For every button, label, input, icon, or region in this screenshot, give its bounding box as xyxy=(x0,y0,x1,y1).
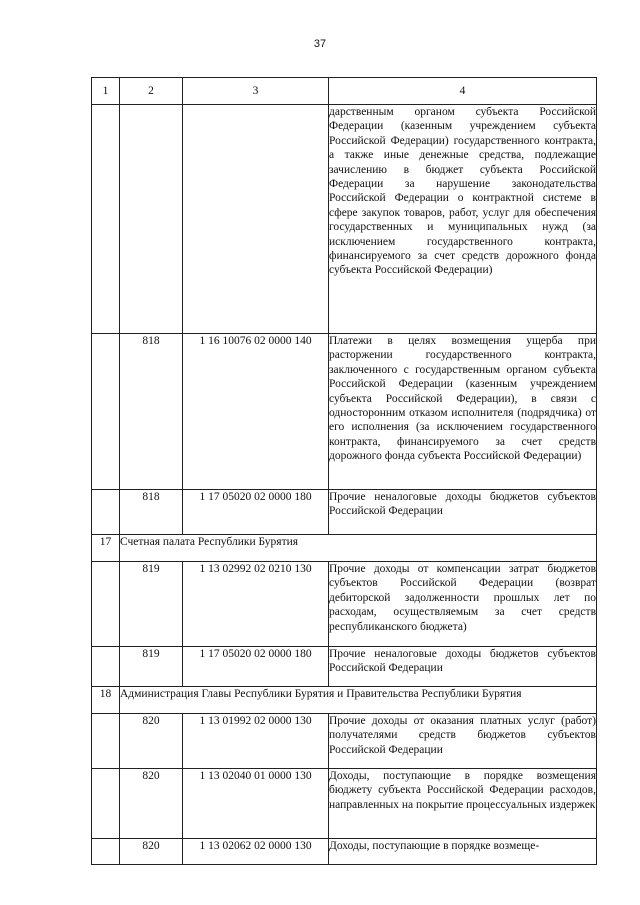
header-col-3: 3 xyxy=(183,78,329,105)
group-row xyxy=(92,687,597,714)
description-cell: Прочие неналоговые доходы бюджетов субъектов Российской Федерации xyxy=(329,490,597,535)
header-col-4: 4 xyxy=(329,78,597,105)
admin-code-cell: 820 xyxy=(120,714,183,769)
row-number-cell xyxy=(92,647,120,687)
table-row xyxy=(92,490,597,535)
table-row xyxy=(92,714,597,769)
description-cell: Прочие неналоговые доходы бюджетов субъектов Российской Федерации xyxy=(329,647,597,687)
table-row xyxy=(92,839,597,865)
row-number-cell xyxy=(92,839,120,865)
admin-code-cell: 818 xyxy=(120,490,183,535)
table-row xyxy=(92,334,597,490)
row-number-cell xyxy=(92,562,120,647)
table-row xyxy=(92,769,597,839)
row-number-cell xyxy=(92,714,120,769)
admin-code-cell: 820 xyxy=(120,769,183,839)
table-row xyxy=(92,647,597,687)
header-col-2: 2 xyxy=(120,78,183,105)
row-number-cell xyxy=(92,769,120,839)
group-title: Счетная палата Республики Бурятия xyxy=(120,535,597,562)
row-number-cell xyxy=(92,105,120,334)
description-cell: Платежи в целях возмещения ущерба при расторжении государственного контракта, заключенного с государственным органом субъекта Российской Федерации (казенным учреждением субъекта Российской Федерации), в связи с односторонним отказом исполнителя (подрядчика) от его исполнения (за исключением государственного контракта, финансируемого за счет средств дорожного фонда субъекта Российской Федерации) xyxy=(329,334,597,490)
revenue-code-cell: 1 17 05020 02 0000 180 xyxy=(183,647,329,687)
description-cell: Доходы, поступающие в порядке возмеще- xyxy=(329,839,597,865)
row-number-cell xyxy=(92,334,120,490)
revenue-code-cell: 1 13 01992 02 0000 130 xyxy=(183,714,329,769)
description-cell: дарственным органом субъекта Российской Федерации (казенным учреждением субъекта Российской Федерации) государственного контракта, а также иные денежные средства, подлежащие зачислению в бюджет субъекта Российской Федерации за нарушение законодательства Российской Федерации о контрактной системе в сфере закупок товаров, работ, услуг для обеспечения государственных и муниципальных нужд (за исключением государственного контракта, финансируемого за счет средств дорожного фонда субъекта Российской Федерации) xyxy=(329,105,597,334)
page-number: 37 xyxy=(313,38,327,50)
admin-code-cell: 820 xyxy=(120,839,183,865)
group-number: 17 xyxy=(92,535,120,562)
revenue-codes-table xyxy=(91,77,597,865)
revenue-code-cell xyxy=(183,105,329,334)
table-row xyxy=(92,562,597,647)
description-cell: Доходы, поступающие в порядке возмещения бюджету субъекта Российской Федерации расходов, направленных на покрытие процессуальных издержек xyxy=(329,769,597,839)
row-number-cell xyxy=(92,490,120,535)
revenue-code-cell: 1 16 10076 02 0000 140 xyxy=(183,334,329,490)
admin-code-cell: 819 xyxy=(120,562,183,647)
admin-code-cell: 818 xyxy=(120,334,183,490)
revenue-code-cell: 1 17 05020 02 0000 180 xyxy=(183,490,329,535)
group-title: Администрация Главы Республики Бурятия и Правительства Республики Бурятия xyxy=(120,687,597,714)
table-header-row xyxy=(92,78,597,105)
revenue-code-cell: 1 13 02040 01 0000 130 xyxy=(183,769,329,839)
table-row xyxy=(92,105,597,334)
description-cell: Прочие доходы от оказания платных услуг (работ) получателями средств бюджетов субъектов Российской Федерации xyxy=(329,714,597,769)
revenue-code-cell: 1 13 02992 02 0210 130 xyxy=(183,562,329,647)
group-row xyxy=(92,535,597,562)
revenue-code-cell: 1 13 02062 02 0000 130 xyxy=(183,839,329,865)
admin-code-cell xyxy=(120,105,183,334)
description-cell: Прочие доходы от компенсации затрат бюджетов субъектов Российской Федерации (возврат дебиторской задолженности прошлых лет по расходам, осуществляемым за счет средств республиканского бюджета) xyxy=(329,562,597,647)
header-col-1: 1 xyxy=(92,78,120,105)
group-number: 18 xyxy=(92,687,120,714)
admin-code-cell: 819 xyxy=(120,647,183,687)
